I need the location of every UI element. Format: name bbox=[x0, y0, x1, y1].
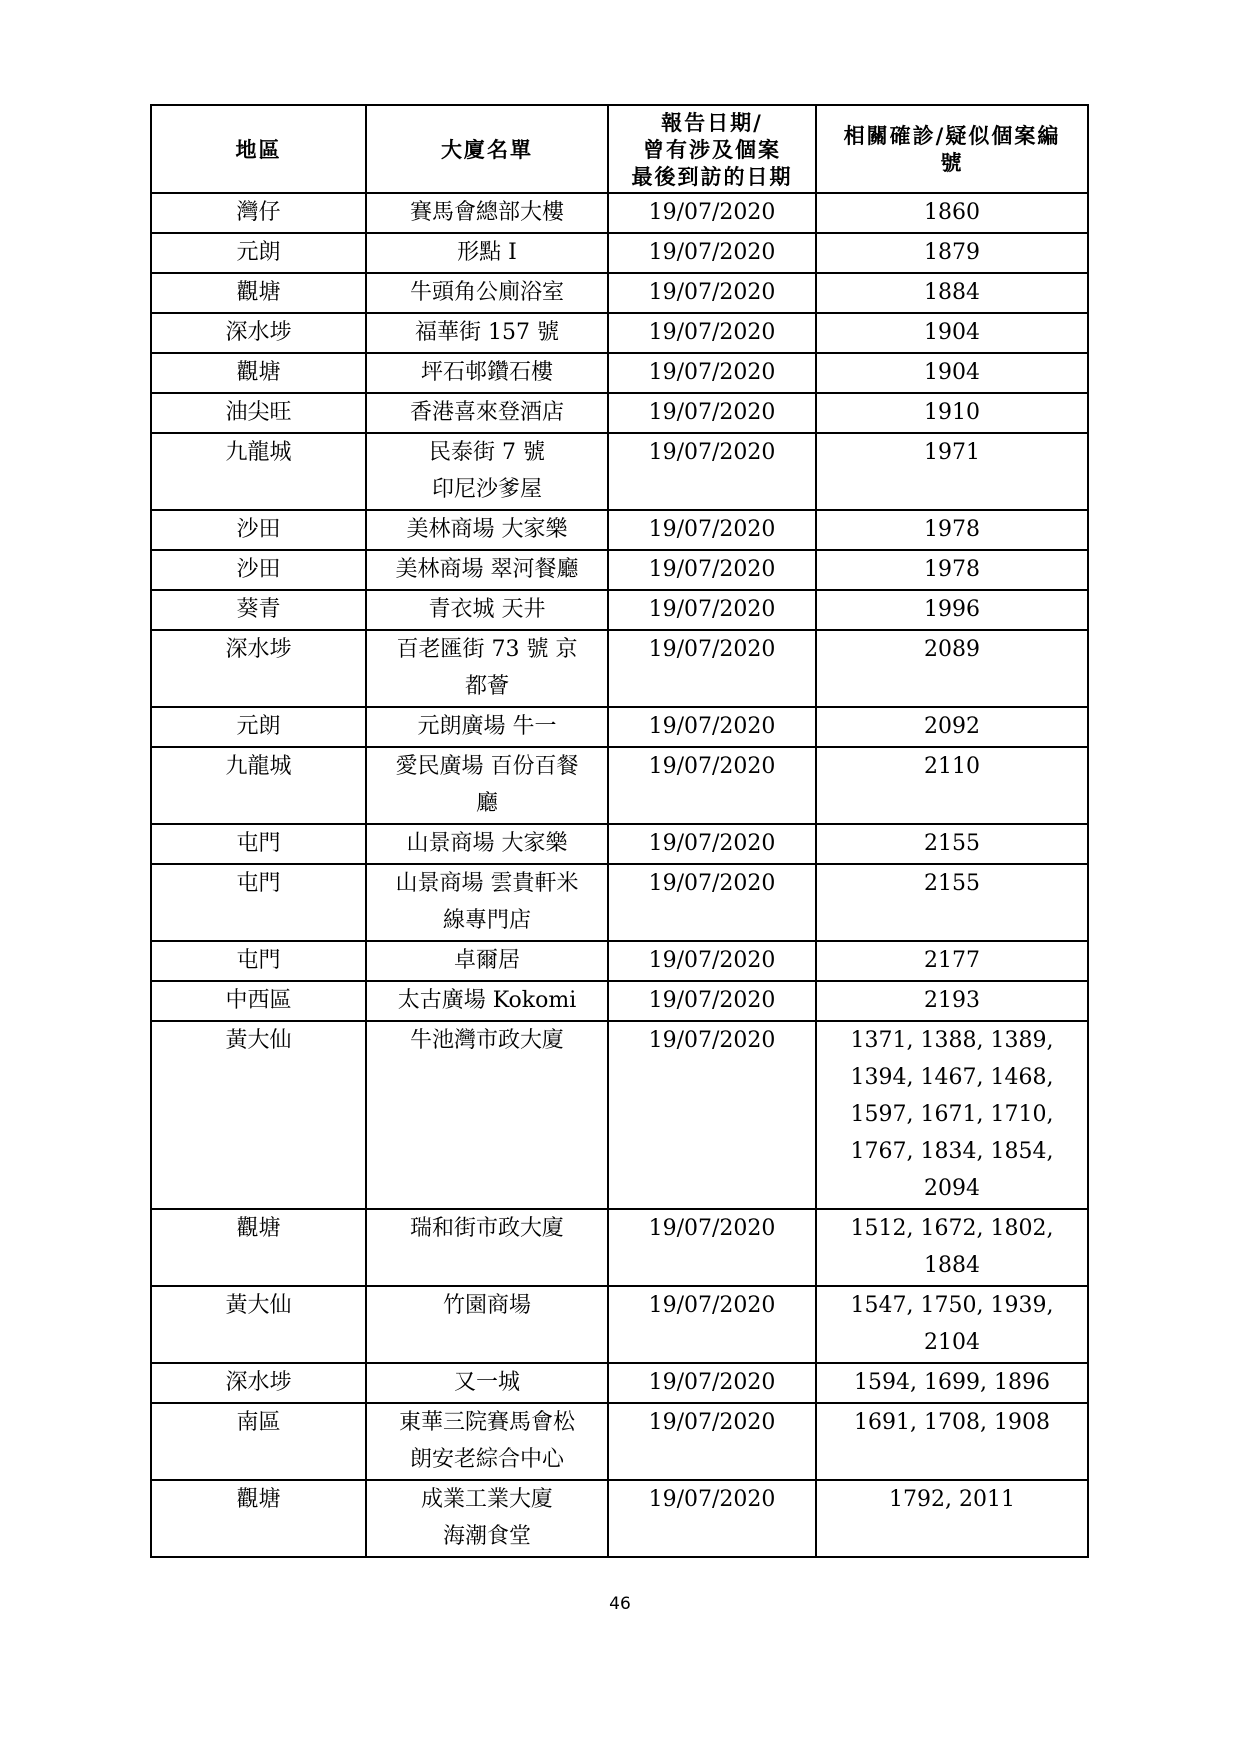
building-name-cell: 卓爾居 bbox=[366, 941, 608, 981]
district-cell: 油尖旺 bbox=[151, 393, 366, 433]
report-date-cell: 19/07/2020 bbox=[608, 1209, 816, 1286]
table-row bbox=[151, 1363, 1088, 1403]
table-row bbox=[151, 550, 1088, 590]
district-cell: 深水埗 bbox=[151, 1363, 366, 1403]
district-cell: 沙田 bbox=[151, 550, 366, 590]
table-row bbox=[151, 1021, 1088, 1209]
building-name-cell: 太古廣場 Kokomi bbox=[366, 981, 608, 1021]
report-date-cell: 19/07/2020 bbox=[608, 630, 816, 707]
case-numbers-cell: 1879 bbox=[816, 233, 1088, 273]
district-cell: 葵青 bbox=[151, 590, 366, 630]
case-numbers-cell: 1910 bbox=[816, 393, 1088, 433]
building-name-cell: 山景商場 雲貴軒米 線專門店 bbox=[366, 864, 608, 941]
case-numbers-cell: 1691, 1708, 1908 bbox=[816, 1403, 1088, 1480]
case-numbers-cell: 2155 bbox=[816, 864, 1088, 941]
table-row bbox=[151, 590, 1088, 630]
table-row bbox=[151, 1209, 1088, 1286]
report-date-cell: 19/07/2020 bbox=[608, 1021, 816, 1209]
district-cell: 中西區 bbox=[151, 981, 366, 1021]
report-date-cell: 19/07/2020 bbox=[608, 193, 816, 233]
table-header-row bbox=[151, 105, 1088, 193]
header-case-numbers: 相關確診/疑似個案編 號 bbox=[816, 105, 1088, 193]
building-name-cell: 牛池灣市政大廈 bbox=[366, 1021, 608, 1209]
table-row bbox=[151, 353, 1088, 393]
building-name-cell: 香港喜來登酒店 bbox=[366, 393, 608, 433]
table-row bbox=[151, 941, 1088, 981]
report-date-cell: 19/07/2020 bbox=[608, 510, 816, 550]
case-numbers-cell: 1547, 1750, 1939, 2104 bbox=[816, 1286, 1088, 1363]
report-date-cell: 19/07/2020 bbox=[608, 941, 816, 981]
district-cell: 觀塘 bbox=[151, 273, 366, 313]
table-row bbox=[151, 707, 1088, 747]
table-row bbox=[151, 1286, 1088, 1363]
table-row bbox=[151, 433, 1088, 510]
building-name-cell: 美林商場 大家樂 bbox=[366, 510, 608, 550]
case-numbers-cell: 1792, 2011 bbox=[816, 1480, 1088, 1557]
building-name-cell: 形點 I bbox=[366, 233, 608, 273]
district-cell: 九龍城 bbox=[151, 747, 366, 824]
district-cell: 元朗 bbox=[151, 233, 366, 273]
case-numbers-cell: 1978 bbox=[816, 550, 1088, 590]
report-date-cell: 19/07/2020 bbox=[608, 433, 816, 510]
case-numbers-cell: 1594, 1699, 1896 bbox=[816, 1363, 1088, 1403]
building-name-cell: 坪石邨鑽石樓 bbox=[366, 353, 608, 393]
building-name-cell: 成業工業大廈 海潮食堂 bbox=[366, 1480, 608, 1557]
page-number: 46 bbox=[609, 1594, 631, 1614]
report-date-cell: 19/07/2020 bbox=[608, 864, 816, 941]
building-name-cell: 賽馬會總部大樓 bbox=[366, 193, 608, 233]
report-date-cell: 19/07/2020 bbox=[608, 590, 816, 630]
district-cell: 黃大仙 bbox=[151, 1286, 366, 1363]
case-numbers-cell: 2177 bbox=[816, 941, 1088, 981]
case-numbers-cell: 2110 bbox=[816, 747, 1088, 824]
district-cell: 觀塘 bbox=[151, 1480, 366, 1557]
building-name-cell: 民泰街 7 號 印尼沙爹屋 bbox=[366, 433, 608, 510]
district-cell: 觀塘 bbox=[151, 1209, 366, 1286]
building-name-cell: 東華三院賽馬會松 朗安老綜合中心 bbox=[366, 1403, 608, 1480]
case-numbers-cell: 1860 bbox=[816, 193, 1088, 233]
building-name-cell: 山景商場 大家樂 bbox=[366, 824, 608, 864]
table-row bbox=[151, 313, 1088, 353]
table-row bbox=[151, 233, 1088, 273]
district-cell: 屯門 bbox=[151, 864, 366, 941]
building-list-table bbox=[150, 104, 1089, 1558]
district-cell: 灣仔 bbox=[151, 193, 366, 233]
district-cell: 沙田 bbox=[151, 510, 366, 550]
case-numbers-cell: 1978 bbox=[816, 510, 1088, 550]
district-cell: 深水埗 bbox=[151, 313, 366, 353]
case-numbers-cell: 1904 bbox=[816, 313, 1088, 353]
district-cell: 九龍城 bbox=[151, 433, 366, 510]
building-name-cell: 元朗廣場 牛一 bbox=[366, 707, 608, 747]
table-row bbox=[151, 981, 1088, 1021]
case-numbers-cell: 1884 bbox=[816, 273, 1088, 313]
report-date-cell: 19/07/2020 bbox=[608, 747, 816, 824]
district-cell: 觀塘 bbox=[151, 353, 366, 393]
table-row bbox=[151, 510, 1088, 550]
case-numbers-cell: 2193 bbox=[816, 981, 1088, 1021]
district-cell: 南區 bbox=[151, 1403, 366, 1480]
district-cell: 屯門 bbox=[151, 824, 366, 864]
header-district: 地區 bbox=[151, 105, 366, 193]
building-name-cell: 牛頭角公廁浴室 bbox=[366, 273, 608, 313]
building-name-cell: 瑞和街市政大廈 bbox=[366, 1209, 608, 1286]
report-date-cell: 19/07/2020 bbox=[608, 550, 816, 590]
report-date-cell: 19/07/2020 bbox=[608, 707, 816, 747]
building-name-cell: 百老匯街 73 號 京 都薈 bbox=[366, 630, 608, 707]
district-cell: 深水埗 bbox=[151, 630, 366, 707]
case-numbers-cell: 2092 bbox=[816, 707, 1088, 747]
report-date-cell: 19/07/2020 bbox=[608, 313, 816, 353]
district-cell: 元朗 bbox=[151, 707, 366, 747]
report-date-cell: 19/07/2020 bbox=[608, 1363, 816, 1403]
report-date-cell: 19/07/2020 bbox=[608, 1286, 816, 1363]
case-numbers-cell: 2155 bbox=[816, 824, 1088, 864]
building-name-cell: 青衣城 天井 bbox=[366, 590, 608, 630]
report-date-cell: 19/07/2020 bbox=[608, 1480, 816, 1557]
report-date-cell: 19/07/2020 bbox=[608, 824, 816, 864]
report-date-cell: 19/07/2020 bbox=[608, 1403, 816, 1480]
building-name-cell: 竹園商場 bbox=[366, 1286, 608, 1363]
table-row bbox=[151, 393, 1088, 433]
case-numbers-cell: 1996 bbox=[816, 590, 1088, 630]
building-name-cell: 美林商場 翠河餐廳 bbox=[366, 550, 608, 590]
case-numbers-cell: 1971 bbox=[816, 433, 1088, 510]
district-cell: 黃大仙 bbox=[151, 1021, 366, 1209]
table-row bbox=[151, 747, 1088, 824]
report-date-cell: 19/07/2020 bbox=[608, 353, 816, 393]
building-name-cell: 愛民廣場 百份百餐 廳 bbox=[366, 747, 608, 824]
building-name-cell: 福華街 157 號 bbox=[366, 313, 608, 353]
table-row bbox=[151, 864, 1088, 941]
header-report-date: 報告日期/ 曾有涉及個案 最後到訪的日期 bbox=[608, 105, 816, 193]
building-name-cell: 又一城 bbox=[366, 1363, 608, 1403]
table-body bbox=[151, 193, 1088, 1557]
table-row bbox=[151, 824, 1088, 864]
header-building-name: 大廈名單 bbox=[366, 105, 608, 193]
case-numbers-cell: 2089 bbox=[816, 630, 1088, 707]
case-numbers-cell: 1512, 1672, 1802, 1884 bbox=[816, 1209, 1088, 1286]
report-date-cell: 19/07/2020 bbox=[608, 273, 816, 313]
table-row bbox=[151, 193, 1088, 233]
table-row bbox=[151, 1403, 1088, 1480]
report-date-cell: 19/07/2020 bbox=[608, 393, 816, 433]
table-row bbox=[151, 630, 1088, 707]
report-date-cell: 19/07/2020 bbox=[608, 981, 816, 1021]
table-row bbox=[151, 1480, 1088, 1557]
case-numbers-cell: 1371, 1388, 1389, 1394, 1467, 1468, 1597, 1671, 1710, 1767, 1834, 1854, 2094 bbox=[816, 1021, 1088, 1209]
table-row bbox=[151, 273, 1088, 313]
report-date-cell: 19/07/2020 bbox=[608, 233, 816, 273]
district-cell: 屯門 bbox=[151, 941, 366, 981]
case-numbers-cell: 1904 bbox=[816, 353, 1088, 393]
